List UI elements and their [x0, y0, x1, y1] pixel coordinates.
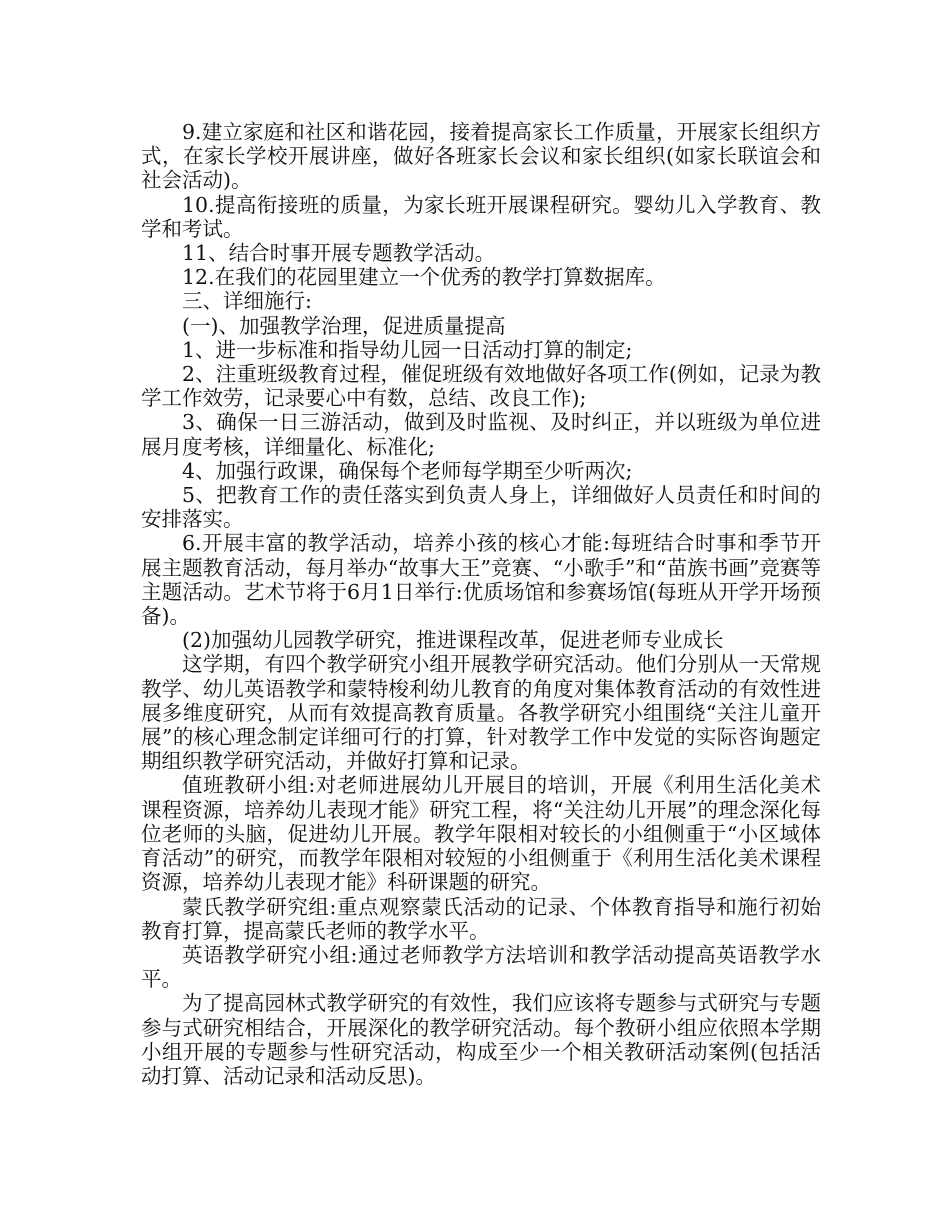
- paragraph-item-12: 12.在我们的花园里建立一个优秀的教学打算数据库。: [182, 265, 666, 290]
- paragraph-measure-1: 1、进一步标准和指导幼儿园一日活动打算的制定;: [182, 337, 633, 362]
- paragraph-item-10: 10.提高衔接班的质量，为家长班开展课程研究。婴幼儿入学教育、教学和考试。: [141, 192, 821, 241]
- paragraph-item-11: 11、结合时事开展专题教学活动。: [182, 241, 496, 266]
- paragraph-measure-3: 3、确保一日三游活动，做到及时监视、及时纠正，并以班级为单位进展月度考核，详细量化、标准化;: [141, 410, 821, 459]
- paragraph-english-group: 英语教学研究小组:通过老师教学方法培训和教学活动提高英语教学水平。: [141, 942, 821, 992]
- paragraph-measure-4: 4、加强行政课，确保每个老师每学期至少听两次;: [182, 458, 633, 483]
- paragraph-effectiveness: 为了提高园林式教学研究的有效性，我们应该将专题参与式研究与专题参与式研究相结合，开展深化的教学研究活动。每个教研小组应依照本学期小组开展的专题参与性研究活动，构成至少一个相关教研活动案例(包括活动打算、活动记录和活动反思)。: [141, 991, 821, 1088]
- section-heading-implementation: 三、详细施行:: [182, 289, 312, 314]
- paragraph-measure-6: 6.开展丰富的教学活动，培养小孩的核心才能:每班结合时事和季节开展主题教育活动，每月举办“故事大王”竞赛、“小歌手”和“苗族书画”竞赛等主题活动。艺术节将于6月1日举行:优质场馆和参赛场馆(每班从开学开场预备)。: [141, 531, 821, 629]
- paragraph-measure-5: 5、把教育工作的责任落实到负责人身上，详细做好人员责任和时间的安排落实。: [141, 483, 821, 532]
- paragraph-measure-2: 2、注重班级教育过程，催促班级有效地做好各项工作(例如，记录为教学工作效劳，记录要心中有数，总结、改良工作);: [141, 362, 821, 411]
- paragraph-item-9: 9.建立家庭和社区和谐花园，接着提高家长工作质量，开展家长组织方式，在家长学校开展讲座，做好各班家长会议和家长组织(如家长联谊会和社会活动)。: [141, 120, 821, 193]
- subsection-heading-management: (一)、加强教学治理，促进质量提高: [182, 313, 506, 338]
- paragraph-montessori-group: 蒙氏教学研究组:重点观察蒙氏活动的记录、个体教育指导和施行初始教育打算，提高蒙氏老师的教学水平。: [141, 894, 821, 943]
- subsection-heading-research: (2)加强幼儿园教学研究，推进课程改革，促进老师专业成长: [182, 628, 724, 653]
- paragraph-duty-group: 值班教研小组:对老师进展幼儿开展目的培训，开展《利用生活化美术课程资源，培养幼儿表现才能》研究工程，将“关注幼儿开展”的理念深化每位老师的头脑，促进幼儿开展。教学年限相对较长的小组侧重于“小区域体育活动”的研究，而教学年限相对较短的小组侧重于《利用生活化美术课程资源，培养幼儿表现才能》科研课题的研究。: [141, 773, 821, 895]
- paragraph-research-overview: 这学期，有四个教学研究小组开展教学研究活动。他们分别从一天常规教学、幼儿英语教学和蒙特梭利幼儿教育的角度对集体教育活动的有效性进展多维度研究，从而有效提高教育质量。各教学研究小组围绕“关注儿童开展”的核心理念制定详细可行的打算，针对教学工作中发觉的实际咨询题定期组织教学研究活动，并做好打算和记录。: [141, 652, 821, 774]
- document-body: [141, 120, 821, 1088]
